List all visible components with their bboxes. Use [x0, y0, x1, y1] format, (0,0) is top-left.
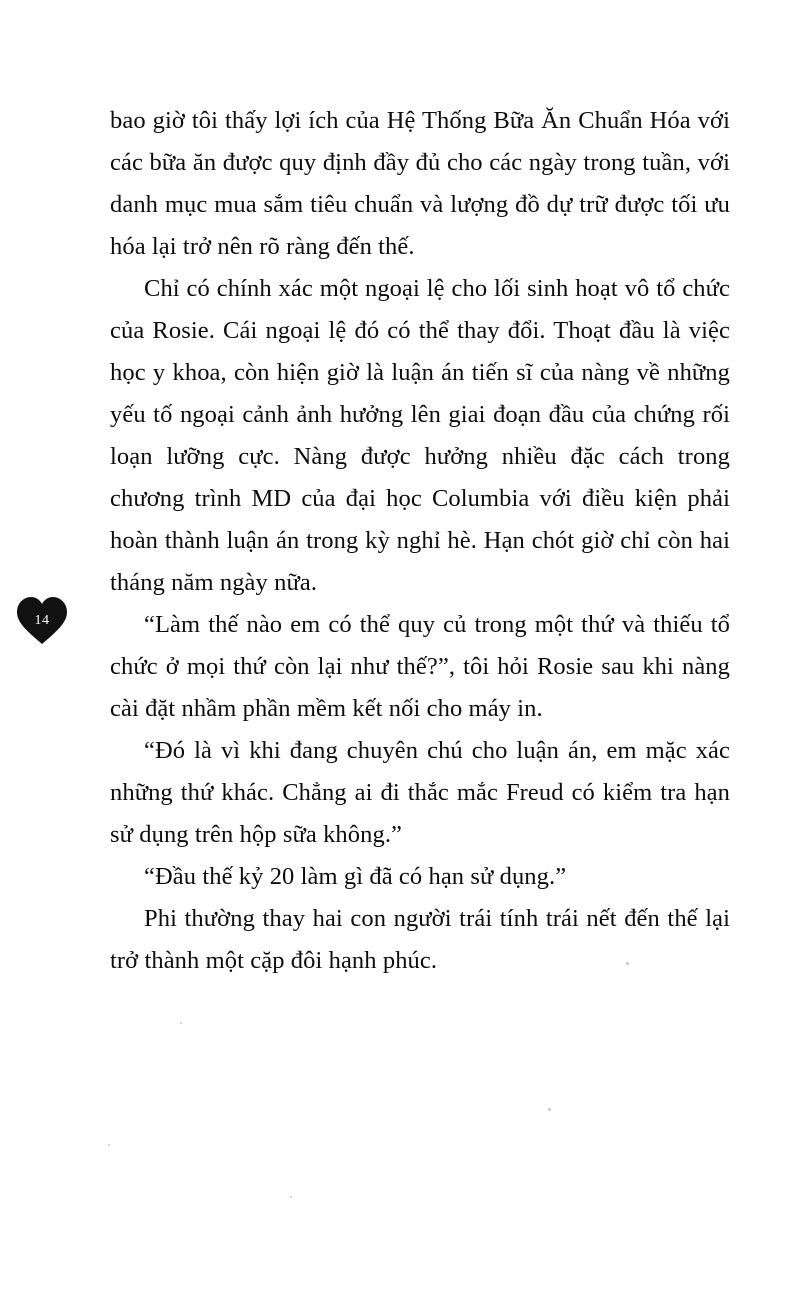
paragraph: “Đó là vì khi đang chuyên chú cho luận án, em mặc xác những thứ khác. Chẳng ai đi thắc mắc Freud có kiểm tra hạn sử dụng trên hộp sữa không.”	[110, 737, 730, 848]
paper-speck	[290, 1196, 292, 1198]
paragraph: “Đầu thế kỷ 20 làm gì đã có hạn sử dụng.”	[144, 863, 567, 890]
paper-speck	[626, 962, 629, 965]
paragraph: Chỉ có chính xác một ngoại lệ cho lối sinh hoạt vô tổ chức của Rosie. Cái ngoại lệ đó có thể thay đổi. Thoạt đầu là việc học y khoa, còn hiện giờ là luận án tiến sĩ của nàng về những yếu tố ngoại cảnh ảnh hưởng lên giai đoạn đầu của chứng rối loạn lưỡng cực. Nàng được hưởng nhiều đặc cách trong chương trình MD của đại học Columbia với điều kiện phải hoàn thành luận án trong kỳ nghỉ hè. Hạn chót giờ chỉ còn hai tháng năm ngày nữa.	[110, 275, 730, 596]
paragraph: bao giờ tôi thấy lợi ích của Hệ Thống Bữa Ăn Chuẩn Hóa với các bữa ăn được quy định đầy đủ cho các ngày trong tuần, với danh mục mua sắm tiêu chuẩn và lượng đồ dự trữ được tối ưu hóa lại trở nên rõ ràng đến thế.	[110, 107, 730, 260]
paragraph: “Làm thế nào em có thể quy củ trong một thứ và thiếu tổ chức ở mọi thứ còn lại như thế?”, tôi hỏi Rosie sau khi nàng cài đặt nhầm phần mềm kết nối cho máy in.	[110, 611, 730, 722]
paragraph: Phi thường thay hai con người trái tính trái nết đến thế lại trở thành một cặp đôi hạnh phúc.	[110, 905, 730, 974]
paper-speck	[108, 1144, 110, 1146]
page-folio	[14, 592, 74, 652]
body-text	[110, 100, 730, 982]
page-number: 14	[34, 613, 50, 628]
paper-speck	[180, 1022, 182, 1024]
paper-speck	[548, 1108, 551, 1111]
